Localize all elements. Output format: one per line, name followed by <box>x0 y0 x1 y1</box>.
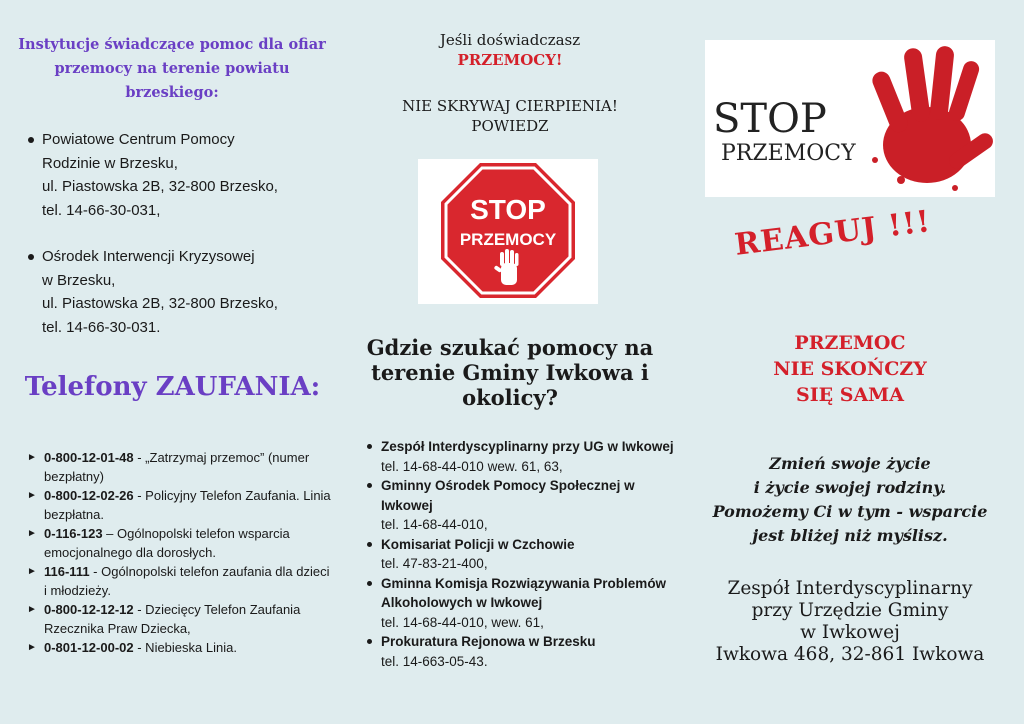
institution-name: Gminny Ośrodek Pomocy Społecznej w Iwkowej <box>381 478 635 513</box>
address-line: Zespół Interdyscyplinarny <box>727 578 973 599</box>
list-item <box>367 535 685 574</box>
institution-line: ul. Piastowska 2B, 32-800 Brzesko, <box>42 178 278 195</box>
phone-desc: - Dziecięcy Telefon Zaufania Rzecznika Praw Dziecka, <box>44 602 301 636</box>
phone-number: 116-111 <box>44 564 90 579</box>
list-item <box>367 476 685 535</box>
institution-line: tel. 14-66-30-031. <box>42 318 161 336</box>
phone-desc: - Ogólnopolski telefon zaufania dla dzieci i młodzieży. <box>44 564 330 598</box>
institution-contact: tel. 47-83-21-400, <box>381 556 488 571</box>
logo-stop-text: STOP <box>713 96 827 142</box>
address-line: przy Urzędzie Gminy <box>751 600 949 621</box>
przemoc-message <box>685 330 1015 408</box>
address-line: w Iwkowej <box>800 622 900 643</box>
list-item <box>27 448 335 486</box>
institution-line: tel. 14-66-30-031, <box>42 201 161 219</box>
organization-address <box>685 578 1015 666</box>
encouragement-line: Zmień swoje życie <box>769 454 931 473</box>
institution-line: Rodzinie w Brzesku, <box>42 154 178 172</box>
middle-panel <box>345 0 685 724</box>
institution-line: w Brzesku, <box>42 271 116 289</box>
message-line: PRZEMOC <box>794 332 906 354</box>
address-line: Iwkowa 468, 32-861 Iwkowa <box>715 644 985 665</box>
phone-number: 0-800-12-12-12 <box>44 602 134 617</box>
red-hand-icon <box>705 40 995 197</box>
intro-heading <box>345 30 675 70</box>
institution-name: Zespół Interdyscyplinarny przy UG w Iwkowej <box>381 439 674 454</box>
list-item <box>27 524 335 562</box>
institution-contact: tel. 14-68-44-010 wew. 61, 63, <box>381 458 563 474</box>
institutions-list <box>28 128 338 362</box>
institution-contact: tel. 14-68-44-010, wew. 61, <box>381 614 544 630</box>
institution-line: ul. Piastowska 2B, 32-800 Brzesko, <box>42 295 278 312</box>
institution-contact: tel. 14-663-05-43. <box>381 653 488 669</box>
logo-przemocy-text: PRZEMOCY <box>721 141 856 166</box>
stop-przemocy-logo <box>705 40 995 197</box>
institution-name: Prokuratura Rejonowa w Brzesku <box>381 634 596 649</box>
list-item <box>367 437 685 476</box>
stop-sign-subtext: PRZEMOCY <box>459 230 557 249</box>
list-item <box>27 600 335 638</box>
help-list <box>367 437 685 671</box>
intro-line: POWIEDZ <box>471 117 549 135</box>
right-panel <box>685 0 1024 724</box>
encouragement-line: jest bliżej niż myślisz. <box>752 526 948 545</box>
institutions-title: Instytucje świadczące pomoc dla ofiar przemocy na terenie powiatu brzeskiego: <box>18 36 326 101</box>
list-item <box>27 638 335 657</box>
phones-list <box>27 448 335 657</box>
encouragement-line: Pomożemy Ci w tym - wsparcie <box>712 502 988 521</box>
list-item <box>367 632 685 671</box>
stop-sign-icon <box>418 159 598 304</box>
institution-line: Powiatowe Centrum Pomocy <box>42 131 235 148</box>
intro-line-red: PRZEMOCY! <box>457 51 563 69</box>
list-item <box>27 562 335 600</box>
phone-desc: - „Zatrzymaj przemoc” (numer bezpłatny) <box>44 450 310 484</box>
stop-sign-text: STOP <box>470 194 546 225</box>
institution-name: Gminna Komisja Rozwiązywania Problemów Alkoholowych w Iwkowej <box>381 575 667 610</box>
list-item <box>367 574 685 633</box>
phone-number: 0-800-12-02-26 <box>44 488 134 503</box>
list-item <box>28 128 338 222</box>
phone-desc: - Policyjny Telefon Zaufania. Linia bezpłatna. <box>44 488 331 522</box>
help-title: Gdzie szukać pomocy na terenie Gminy Iwkowa i okolicy? <box>366 335 654 410</box>
phone-number: 0-116-123 <box>44 526 103 541</box>
stop-sign-image <box>418 159 598 304</box>
message-line: SIĘ SAMA <box>796 384 904 406</box>
phones-title: Telefony ZAUFANIA: <box>24 372 321 402</box>
phone-number: 0-801-12-00-02 <box>44 640 134 655</box>
phone-number: 0-800-12-01-48 <box>44 450 134 465</box>
message-line: NIE SKOŃCZY <box>773 358 927 380</box>
institution-line: Ośrodek Interwencji Kryzysowej <box>42 248 255 265</box>
list-item <box>28 245 338 339</box>
phone-desc: - Niebieska Linia. <box>133 640 237 655</box>
institution-contact: tel. 14-68-44-010, <box>381 517 488 532</box>
reaguj-heading: REAGUJ !!! <box>732 204 933 263</box>
intro-subheading <box>345 96 675 136</box>
list-item <box>27 486 335 524</box>
institution-name: Komisariat Policji w Czchowie <box>381 536 575 552</box>
intro-line: NIE SKRYWAJ CIERPIENIA! <box>402 97 618 115</box>
phone-desc: – Ogólnopolski telefon wsparcia emocjonalnego dla dorosłych. <box>44 526 290 560</box>
left-panel <box>0 0 345 724</box>
intro-line: Jeśli doświadczasz <box>439 31 581 49</box>
encouragement-line: i życie swojej rodziny. <box>753 478 947 497</box>
encouragement-text <box>685 452 1015 548</box>
